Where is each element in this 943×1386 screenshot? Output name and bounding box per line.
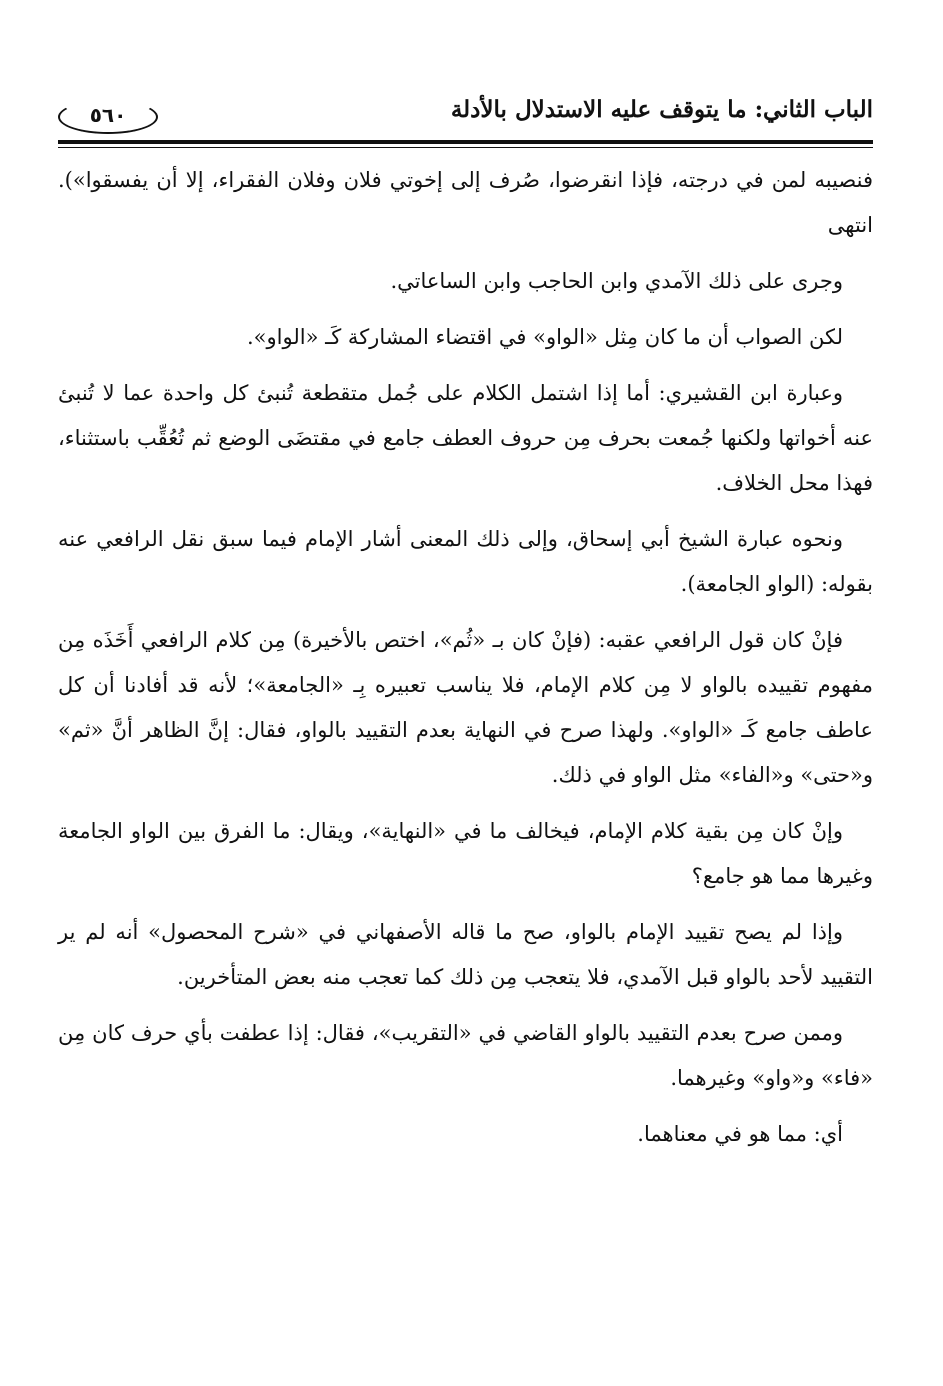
paragraph-1: فنصيبه لمن في درجته، فإذا انقرضوا، صُرف إلى إخوتي فلان وفلان الفقراء، إلا أن يفسقوا»). انتهى: [58, 168, 873, 237]
header-rule-thin: [58, 147, 873, 148]
page-number: ٥٦٠: [58, 100, 158, 134]
paragraph-3: لكن الصواب أن ما كان مِثل «الواو» في اقتضاء المشاركة كَـ «الواو».: [247, 325, 843, 349]
book-page: [58, 92, 873, 1342]
paragraph-5: ونحوه عبارة الشيخ أبي إسحاق، وإلى ذلك المعنى أشار الإمام فيما سبق نقل الرافعي عنه بقوله: (الواو الجامعة).: [58, 527, 873, 596]
running-header: [58, 92, 873, 138]
paragraph-7: وإنْ كان مِن بقية كلام الإمام، فيخالف ما في «النهاية»، ويقال: ما الفرق بين الواو الجامعة وغيرها مما هو جامع؟: [58, 819, 873, 888]
paragraph-10: أي: مما هو في معناهما.: [637, 1122, 843, 1146]
chapter-title: الباب الثاني: ما يتوقف عليه الاستدلال بالأدلة: [450, 96, 873, 123]
paragraph-6: فإنْ كان قول الرافعي عقبه: (فإنْ كان بـ «ثُم»، اختص بالأخيرة) مِن كلام الرافعي أَخَذَه مِن مفهوم تقييده بالواو لا مِن كلام الإمام، فلا يناسب تعبيره بِـ «الجامعة»؛ لأنه قد أفادنا أن كل عاطف جامع كَـ «الواو». ولهذا صرح في النهاية بعدم التقييد بالواو، فقال: إنَّ الظاهر أنَّ «ثم» و«حتى» و«الفاء» مثل الواو في ذلك.: [58, 628, 873, 787]
page-body: [58, 158, 873, 1168]
paragraph-2: وجرى على ذلك الآمدي وابن الحاجب وابن الساعاتي.: [390, 269, 843, 293]
paragraph-9: وممن صرح بعدم التقييد بالواو القاضي في «التقريب»، فقال: إذا عطفت بأي حرف كان مِن «فاء» و«واو» وغيرهما.: [58, 1021, 873, 1090]
paragraph-4: وعبارة ابن القشيري: أما إذا اشتمل الكلام على جُمل متقطعة تُنبئ كل واحدة عما لا تُنبئ عنه أخواتها ولكنها جُمعت بحرف مِن حروف العطف جامع في مقتضَى الوضع ثم تُعُقِّب باستثناء، فهذا محل الخلاف.: [58, 381, 873, 495]
header-rule-thick: [58, 140, 873, 144]
paragraph-8: وإذا لم يصح تقييد الإمام بالواو، صح ما قاله الأصفهاني في «شرح المحصول» أنه لم ير التقييد لأحد بالواو قبل الآمدي، فلا يتعجب مِن ذلك كما تعجب منه بعض المتأخرين.: [58, 920, 873, 989]
